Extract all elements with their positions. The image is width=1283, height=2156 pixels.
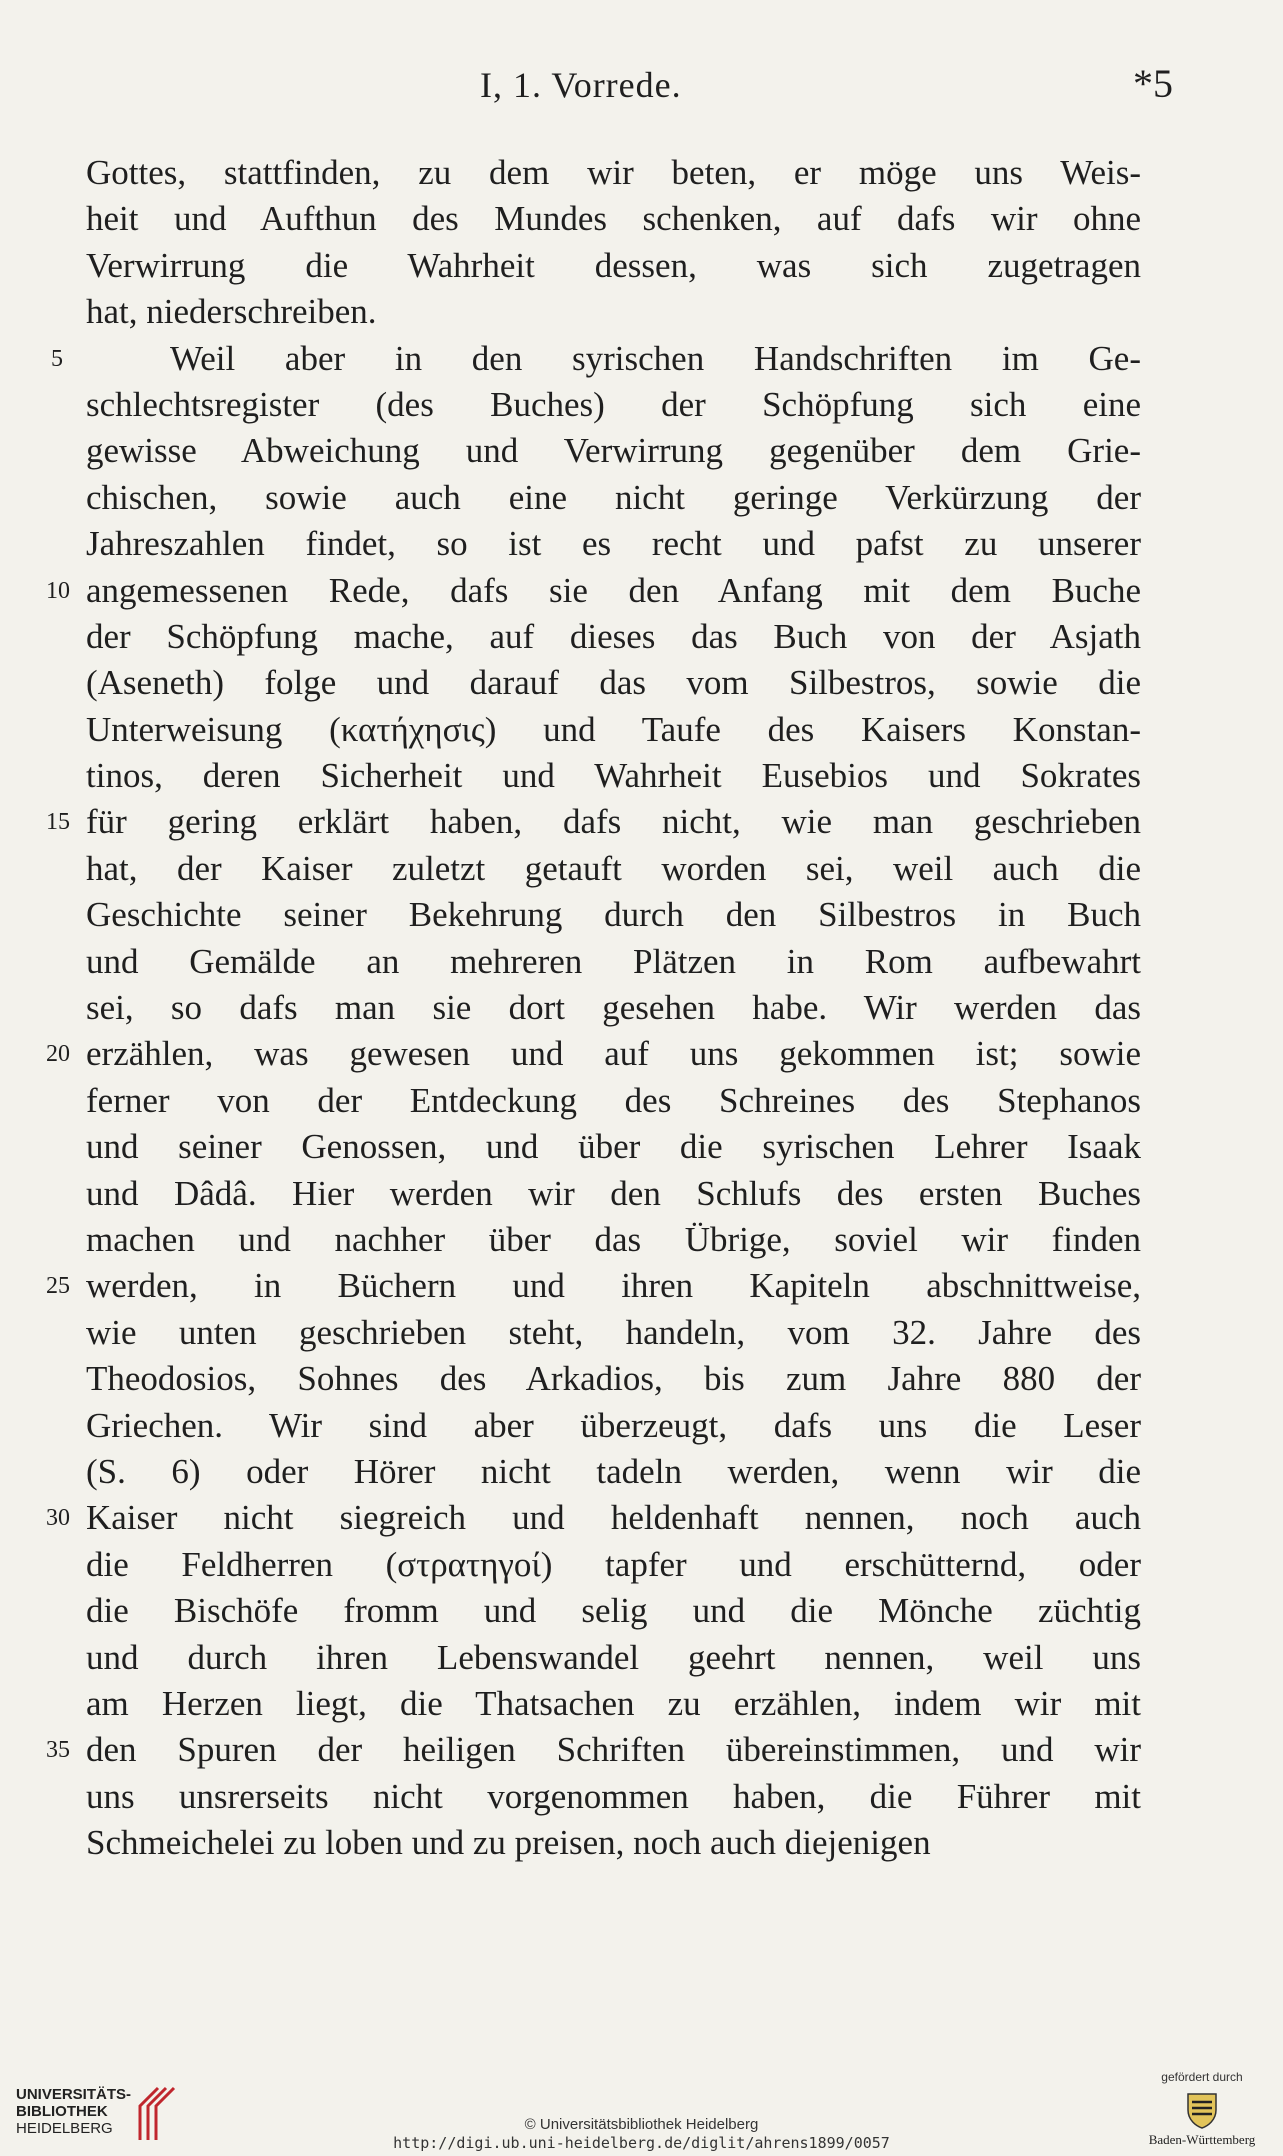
section-title: I, 1. Vorrede. xyxy=(480,65,682,105)
line-text: Jahreszahlen findet, so ist es recht und pafst zu unserer xyxy=(86,524,1141,564)
line-text: schlechtsregister (des Buches) der Schöpfung sich eine xyxy=(86,384,1141,424)
line-number: 30 xyxy=(46,1505,70,1532)
text-line xyxy=(46,1727,1141,1773)
text-line xyxy=(86,289,1141,335)
line-text: Kaiser nicht siegreich und heldenhaft nennen, noch auch xyxy=(86,1498,1141,1538)
text-line xyxy=(86,892,1141,938)
permalink-url[interactable]: http://digi.ub.uni-heidelberg.de/diglit/ahrens1899/0057 xyxy=(393,2134,890,2152)
text-line xyxy=(86,1078,1141,1124)
text-line xyxy=(86,707,1141,753)
text-line xyxy=(86,1635,1141,1681)
line-text: (S. 6) oder Hörer nicht tadeln werden, wenn wir die xyxy=(86,1451,1141,1491)
line-text: Gottes, stattfinden, zu dem wir beten, er möge uns Weis- xyxy=(86,153,1141,192)
line-text: den Spuren der heiligen Schriften übereinstimmen, und wir xyxy=(86,1730,1141,1770)
line-text: für gering erklärt haben, dafs nicht, wie man geschrieben xyxy=(86,802,1141,842)
text-line xyxy=(86,243,1141,289)
line-text: und durch ihren Lebenswandel geehrt nennen, weil uns xyxy=(86,1637,1141,1677)
page-footer xyxy=(0,2050,1283,2156)
text-line xyxy=(86,1681,1141,1727)
text-line xyxy=(86,1774,1141,1820)
text-line xyxy=(86,614,1141,660)
text-line xyxy=(46,1263,1141,1309)
line-text: erzählen, was gewesen und auf uns gekommen ist; sowie xyxy=(86,1034,1141,1074)
text-line xyxy=(86,846,1141,892)
line-text: uns unsrerseits nicht vorgenommen haben, die Führer mit xyxy=(86,1776,1141,1816)
line-text: angemessenen Rede, dafs sie den Anfang mit dem Buche xyxy=(86,570,1141,610)
line-text: am Herzen liegt, die Thatsachen zu erzählen, indem wir mit xyxy=(86,1683,1141,1723)
line-number: 10 xyxy=(46,577,70,604)
text-line xyxy=(86,1356,1141,1402)
text-line xyxy=(86,1542,1141,1588)
line-text: hat, der Kaiser zuletzt getauft worden sei, weil auch die xyxy=(86,848,1141,888)
text-line xyxy=(86,1217,1141,1263)
line-text: gewisse Abweichung und Verwirrung gegenüber dem Grie- xyxy=(86,431,1141,471)
text-line xyxy=(86,939,1141,985)
line-text: und seiner Genossen, und über die syrischen Lehrer Isaak xyxy=(86,1127,1141,1167)
line-text: Geschichte seiner Bekehrung durch den Silbestros in Buch xyxy=(86,895,1141,935)
line-text: Griechen. Wir sind aber überzeugt, dafs uns die Leser xyxy=(86,1405,1141,1445)
text-line xyxy=(86,985,1141,1031)
copyright-notice: © Universitätsbibliothek Heidelberg xyxy=(524,2116,759,2133)
coat-of-arms-icon xyxy=(1184,2090,1220,2130)
line-text: werden, in Büchern und ihren Kapiteln abschnittweise, xyxy=(86,1266,1141,1306)
text-line xyxy=(86,428,1141,474)
line-text: ferner von der Entdeckung des Schreines des Stephanos xyxy=(86,1080,1141,1120)
line-text: und Dâdâ. Hier werden wir den Schlufs des ersten Buches xyxy=(86,1173,1141,1213)
line-text: Unterweisung (κατήχησις) und Taufe des Kaisers Konstan- xyxy=(86,709,1141,749)
text-line xyxy=(86,150,1141,196)
line-text: wie unten geschrieben steht, handeln, vom 32. Jahre des xyxy=(86,1312,1141,1352)
running-head xyxy=(80,56,1173,112)
text-line xyxy=(86,475,1141,521)
line-text: heit und Aufthun des Mundes schenken, auf dafs wir ohne xyxy=(86,199,1141,239)
line-text: (Aseneth) folge und darauf das vom Silbestros, sowie die xyxy=(86,663,1141,703)
line-number: 5 xyxy=(51,345,63,372)
body-text xyxy=(46,150,1141,1866)
text-line xyxy=(86,1403,1141,1449)
line-number: 15 xyxy=(46,809,70,836)
text-line xyxy=(86,1449,1141,1495)
text-line xyxy=(86,196,1141,242)
sponsor-block xyxy=(1137,2070,1267,2148)
sponsor-caption: gefördert durch xyxy=(1161,2070,1243,2084)
line-number: 35 xyxy=(46,1737,70,1764)
line-text: tinos, deren Sicherheit und Wahrheit Eusebios und Sokrates xyxy=(86,756,1141,796)
text-line xyxy=(46,1031,1141,1077)
line-text: chischen, sowie auch eine nicht geringe Verkürzung der xyxy=(86,477,1141,517)
line-number: 20 xyxy=(46,1041,70,1068)
text-line xyxy=(86,660,1141,706)
text-line xyxy=(51,336,1141,382)
text-line xyxy=(86,1820,1141,1866)
text-line xyxy=(46,568,1141,614)
line-number: 25 xyxy=(46,1273,70,1300)
line-text: machen und nachher über das Übrige, soviel wir finden xyxy=(86,1219,1141,1259)
line-text: die Bischöfe fromm und selig und die Mönche züchtig xyxy=(86,1591,1141,1631)
line-text: Weil aber in den syrischen Handschriften im Ge- xyxy=(170,338,1141,378)
text-line xyxy=(46,1495,1141,1541)
text-line xyxy=(86,753,1141,799)
text-line xyxy=(86,521,1141,567)
text-line xyxy=(86,1171,1141,1217)
text-line xyxy=(46,799,1141,845)
library-name-line: BIBLIOTHEK xyxy=(16,2103,108,2120)
text-line xyxy=(86,1310,1141,1356)
line-text: hat, niederschreiben. xyxy=(86,292,377,332)
library-name-line: UNIVERSITÄTS- xyxy=(16,2086,132,2103)
page-number: *5 xyxy=(1133,61,1173,106)
text-line xyxy=(86,382,1141,428)
line-text: sei, so dafs man sie dort gesehen habe. Wir werden das xyxy=(86,988,1141,1028)
library-name-line: HEIDELBERG xyxy=(16,2120,113,2137)
line-text: und Gemälde an mehreren Plätzen in Rom aufbewahrt xyxy=(86,941,1141,981)
line-text: Theodosios, Sohnes des Arkadios, bis zum Jahre 880 der xyxy=(86,1359,1141,1399)
text-line xyxy=(86,1588,1141,1634)
line-text: der Schöpfung mache, auf dieses das Buch von der Asjath xyxy=(86,616,1141,656)
sponsor-name: Baden-Württemberg xyxy=(1148,2132,1256,2147)
line-text: die Feldherren (στρατηγοί) tapfer und erschütternd, oder xyxy=(86,1544,1141,1584)
text-line xyxy=(86,1124,1141,1170)
line-text: Verwirrung die Wahrheit dessen, was sich zugetragen xyxy=(86,245,1141,285)
line-text: Schmeichelei zu loben und zu preisen, noch auch diejenigen xyxy=(86,1823,931,1863)
